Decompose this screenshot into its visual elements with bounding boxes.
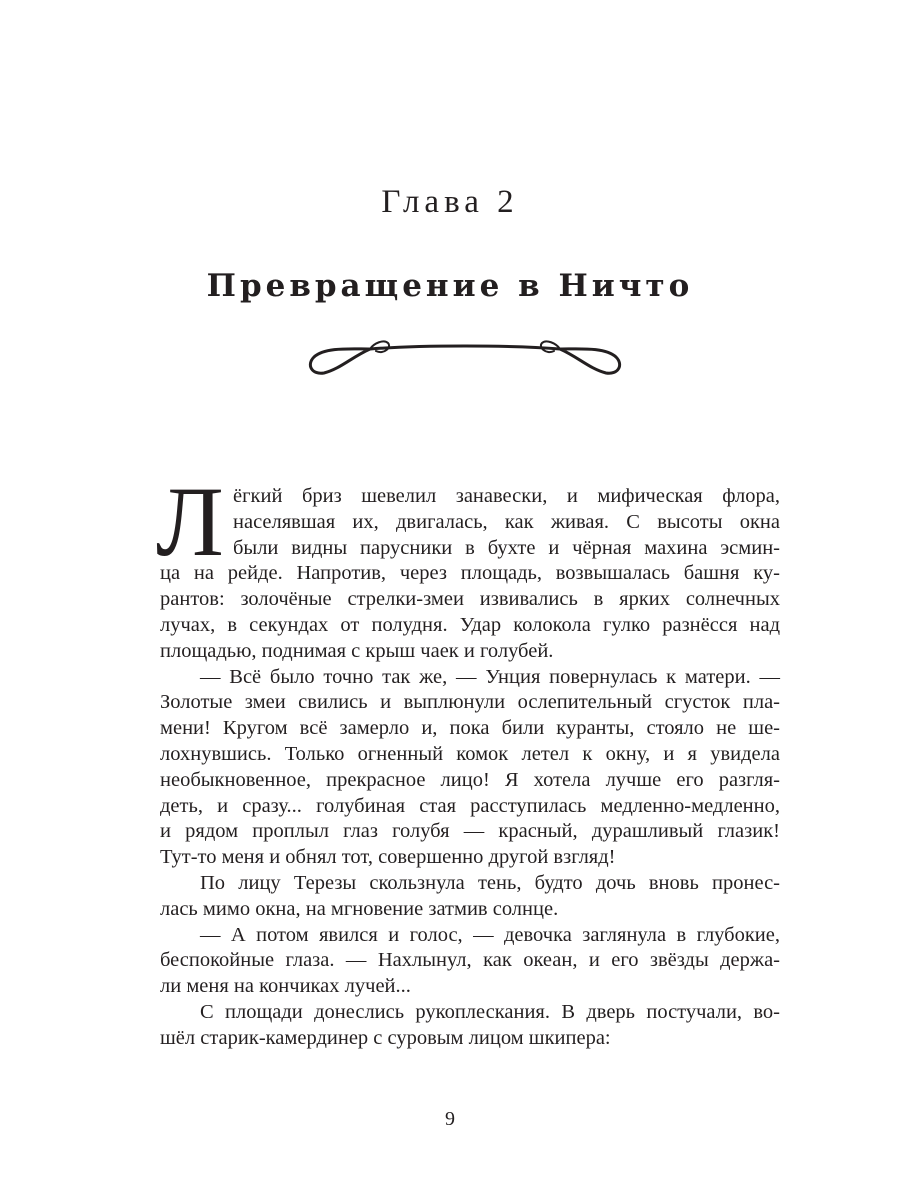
text-line: ца на рейде. Напротив, через площадь, возвышалась башня ку-	[160, 562, 780, 585]
text-line: лучах, в секундах от полудня. Удар колокола гулко разнёсся над	[160, 613, 780, 636]
text-line: необыкновенное, прекрасное лицо! Я хотела лучше его разгля-	[160, 768, 780, 791]
text-line: площадью, поднимая с крыш чаек и голубей.	[160, 639, 554, 662]
text-line: мени! Кругом всё замерло и, пока били куранты, стояло не ше-	[160, 717, 780, 740]
text-line: С площади донеслись рукоплескания. В дверь постучали, во-	[200, 1000, 780, 1023]
text-line: были видны парусники в бухте и чёрная махина эсмин-	[233, 536, 780, 559]
page-number: 9	[445, 1108, 455, 1130]
text-line: Золотые змеи свились и выплюнули ослепительный сгусток пла-	[160, 691, 780, 714]
text-line: — Всё было точно так же, — Унция повернулась к матери. —	[200, 665, 780, 688]
text-line: беспокойные глаза. — Нахлынул, как океан, и его звёзды держа-	[160, 949, 780, 972]
drop-cap: Л	[156, 466, 224, 577]
text-line: и рядом проплыл глаз голубя — красный, дурашливый глазик!	[160, 820, 780, 843]
chapter-title: Превращение в Ничто	[206, 268, 694, 304]
text-line: Тут-то меня и обнял тот, совершенно другой взгляд!	[160, 846, 616, 869]
text-line: По лицу Терезы скользнула тень, будто дочь вновь пронес-	[200, 871, 780, 894]
text-line: деть, и сразу... голубиная стая расступилась медленно-медленно,	[160, 794, 780, 817]
ornament-divider	[300, 335, 630, 385]
text-line: лохнувшись. Только огненный комок летел к окну, и я увидела	[160, 742, 780, 765]
text-line: рантов: золочёные стрелки-змеи извивались в ярких солнечных	[160, 588, 780, 611]
text-line: ли меня на кончиках лучей...	[160, 975, 411, 998]
body-text	[160, 484, 780, 1052]
text-line: ёгкий бриз шевелил занавески, и мифическая флора,	[233, 485, 780, 507]
chapter-label: Глава 2	[381, 184, 519, 220]
text-line: — А потом явился и голос, — девочка заглянула в глубокие,	[200, 923, 780, 946]
text-line: шёл старик-камердинер с суровым лицом шкипера:	[160, 1026, 611, 1049]
text-line: лась мимо окна, на мгновение затмив солнце.	[160, 897, 559, 920]
text-line: населявшая их, двигалась, как живая. С высоты окна	[233, 510, 780, 533]
